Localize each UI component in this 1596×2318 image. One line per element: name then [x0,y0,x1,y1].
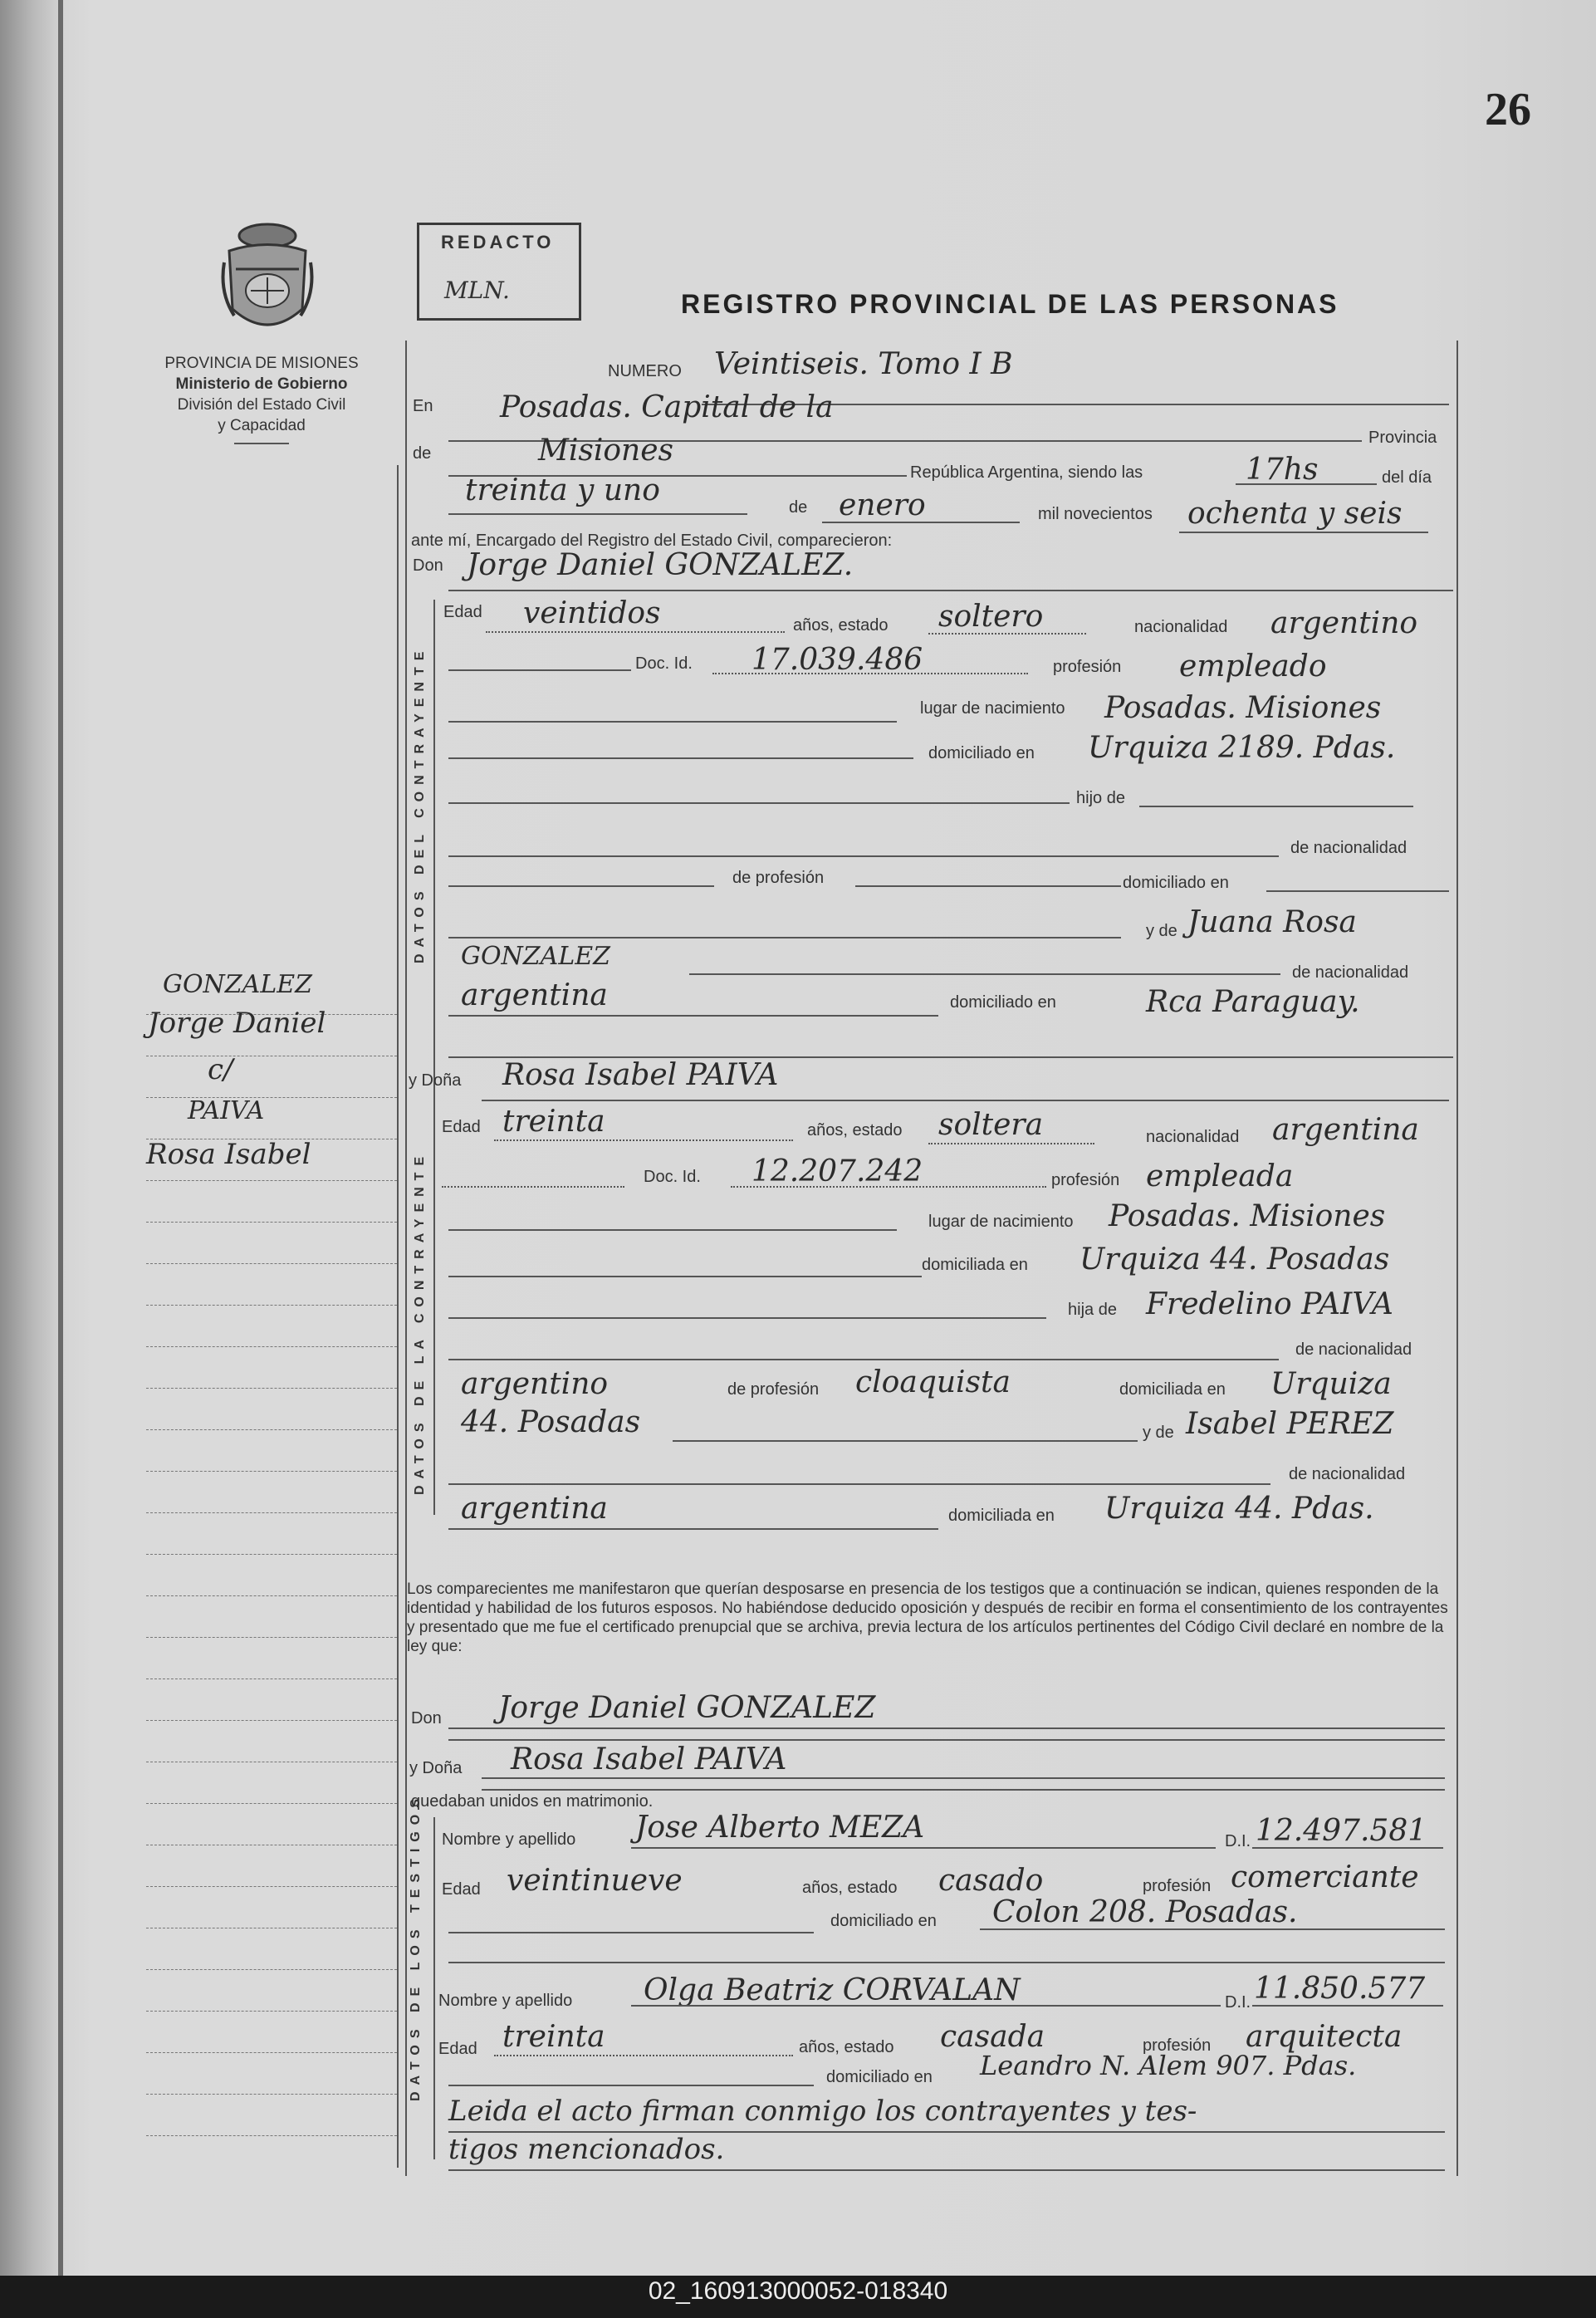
registry-title: REGISTRO PROVINCIAL DE LAS PERSONAS [681,289,1339,319]
bride-father: Fredelino PAIVA [1146,1287,1393,1321]
united-label: quedaban unidos en matrimonio. [411,1792,654,1811]
margin-ruling [146,2051,397,2053]
y-dona-label: y Doña [409,1071,462,1090]
margin-ruling [146,1719,397,1721]
witness1-profession: comerciante [1231,1860,1419,1894]
mother-nacionalidad-label: de nacionalidad [1292,963,1409,982]
mil-label: mil novecientos [1038,505,1153,523]
act-month: enero [839,488,926,522]
bride-mother-nationality: argentina [461,1492,608,1526]
margin-ruling [146,1885,397,1887]
rule [1236,483,1377,485]
rule [494,1139,793,1141]
profesion-label: profesión [1053,658,1122,676]
closing-line-2: tigos mencionados. [448,2133,725,2166]
bride-father-address: Urquiza [1270,1367,1392,1401]
ministry-heading [125,353,399,444]
hija-label: hija de [1068,1301,1117,1319]
stamp-label: REDACTO [441,232,555,252]
groom-mother-last: GONZALEZ [461,942,610,971]
declared-groom: Jorge Daniel GONZALEZ [498,1691,876,1725]
declaration-paragraph: Los comparecientes me manifestaron que querían desposarse en presencia de los testigos que a continuación se indican, quienes responden de la identidad y habilidad de los futuros esposos. No habiéndose deducido oposición y después de recibir en forma el consentimiento de los contrayentes y presentado que me fue el certificado prenupcial que se archiva, previa lectura de los artículos pertinentes del Código Civil declaré en nombre de la ley que: [407,1580,1448,1655]
bride-mother: Isabel PEREZ [1186,1407,1394,1441]
margin-versus: c/ [208,1053,233,1086]
rule [448,1962,1445,1963]
bride-address: Urquiza 44. Posadas [1080,1242,1390,1277]
w1-di-label: D.I. [1225,1832,1251,1850]
witness1-state: casado [938,1864,1044,1898]
groom-mother-address: Rca Paraguay. [1146,985,1360,1019]
mother-domiciliado-label: domiciliado en [950,993,1056,1012]
provincial-coat-of-arms-icon [218,218,317,341]
stamp-initials: MLN. [444,277,510,304]
margin-ruling [146,2134,397,2136]
rule [442,1186,624,1188]
groom-mother-first: Juana Rosa [1187,905,1357,939]
rule [980,1928,1445,1930]
domicilio-label: domiciliada en [922,1256,1028,1274]
rule [631,2005,1221,2007]
rule [448,937,1121,938]
margin-ruling [146,2093,397,2095]
rule [494,2055,793,2056]
act-day: treinta y uno [465,473,660,507]
act-year: ochenta y seis [1187,497,1403,531]
lugar-label: lugar de nacimiento [928,1213,1074,1231]
bride-birthplace: Posadas. Misiones [1109,1199,1386,1233]
rule [448,1932,814,1933]
rule [482,1100,1449,1101]
rule [482,1777,1445,1779]
bride-father-profession: cloaquista [855,1365,1011,1399]
bride-father-nationality: argentino [461,1367,609,1401]
bride-nationality: argentina [1272,1113,1419,1147]
de-label: de [413,444,432,463]
margin-ruling [146,1345,397,1347]
ministry-line: División del Estado Civil [177,396,346,414]
margin-ruling [146,1678,397,1679]
groom-address: Urquiza 2189. Pdas. [1088,731,1396,765]
rule [855,885,1121,887]
edad-label: Edad [443,603,482,621]
form-right-border [1456,341,1458,2176]
groom-state: soltero [938,600,1044,634]
w2-name-label: Nombre y apellido [438,1992,573,2010]
act-place: Posadas. Capital de la [500,390,834,424]
w1-name-label: Nombre y apellido [442,1830,576,1849]
domiciliado-en-label: domiciliado en [1123,874,1229,892]
groom-doc: 17.039.486 [751,643,923,677]
witness1-age: veintinueve [507,1864,683,1898]
rule [448,1739,1445,1741]
de-nacionalidad-label: de nacionalidad [1290,839,1408,857]
witness2-address: Leandro N. Alem 907. Pdas. [980,2050,1357,2081]
w1-domicilio-label: domiciliado en [830,1912,937,1930]
rule [448,1276,922,1277]
doc-label: Doc. Id. [635,654,693,673]
rule [822,522,1020,523]
rule [486,631,785,633]
bride-age: treinta [502,1105,605,1139]
rule [448,2169,1445,2171]
rule [448,1528,938,1530]
drafted-stamp [417,223,581,321]
rule [1266,890,1449,892]
witness1-address: Colon 208. Posadas. [992,1895,1298,1929]
witness1-name: Jose Alberto MEZA [635,1811,925,1845]
w2-domicilio-label: domiciliado en [826,2068,933,2086]
witness2-profession: arquitecta [1246,2020,1403,2054]
domicilio-label: domiciliado en [928,744,1035,762]
rule [448,1727,1445,1729]
groom-profession: empleado [1179,649,1327,684]
rule [731,1186,1046,1188]
margin-ruling [146,1179,397,1181]
act-hour: 17hs [1246,453,1319,487]
rule [448,1359,1279,1360]
rule [448,855,1279,857]
rule [448,721,897,723]
rule [448,1229,897,1231]
margin-ruling [146,1221,397,1223]
margin-ruling [146,1096,397,1098]
profesion-label: profesión [1051,1171,1120,1189]
margin-surname-groom: GONZALEZ [163,970,312,999]
margin-given-bride: Rosa Isabel [146,1138,311,1171]
ministry-line: Ministerio de Gobierno [175,375,348,393]
doc-label: Doc. Id. [644,1168,701,1186]
rule [448,885,714,887]
w1-edad-label: Edad [442,1880,481,1899]
mother-nacionalidad-label: de nacionalidad [1289,1465,1406,1483]
father-domiciliada-label: domiciliada en [1119,1380,1226,1399]
rule [448,2085,814,2086]
margin-ruling [146,1429,397,1430]
rule [712,673,1028,674]
rule [928,633,1086,635]
declared-bride: Rosa Isabel PAIVA [511,1742,787,1776]
witness2-state: casada [940,2020,1045,2054]
father-profesion-label: de profesión [727,1380,820,1399]
margin-surname-bride: PAIVA [188,1096,265,1125]
margin-given-groom: Jorge Daniel [148,1007,326,1040]
closing-line-1: Leida el acto firman conmigo los contrayentes y tes- [448,2095,1197,2128]
del-dia-label: del día [1382,468,1432,487]
margin-ruling [146,1844,397,1845]
w2-di-label: D.I. [1225,1993,1251,2012]
margin-ruling [146,1927,397,1928]
margin-ruling [146,1512,397,1513]
w1-profesion-label: profesión [1143,1877,1212,1895]
rule [448,1317,1046,1319]
de-month-label: de [789,498,808,517]
rule [1252,1847,1443,1849]
edad-label: Edad [442,1118,481,1136]
bride-doc: 12.207.242 [751,1154,923,1188]
y-de-label: y de [1143,1424,1174,1442]
rule [1139,806,1413,807]
witness2-name: Olga Beatriz CORVALAN [644,1973,1021,2007]
witness2-di: 11.850.577 [1254,1972,1426,2006]
ministry-line: PROVINCIA DE MISIONES [164,355,359,372]
bride-mother-address: Urquiza 44. Pdas. [1104,1492,1374,1526]
bride-profession: empleada [1146,1159,1294,1193]
margin-ruling [146,1387,397,1389]
de-profesion-label: de profesión [732,869,825,887]
rule [448,757,913,759]
margin-ruling [146,1761,397,1762]
margin-ruling [146,1262,397,1264]
margin-ruling [146,1968,397,1970]
rule [448,802,1070,804]
margin-ruling [146,2010,397,2012]
act-number: Veintiseis. Tomo I B [714,347,1013,381]
rule [448,1015,938,1017]
nacionalidad-label: nacionalidad [1146,1128,1240,1146]
bride-father-address-cont: 44. Posadas [461,1405,641,1439]
groom-mother-nationality: argentina [461,978,608,1012]
rule [448,513,747,515]
rule [482,1789,1445,1791]
rule [673,1440,1138,1442]
margin-ruling [146,1304,397,1306]
rule [689,973,1280,975]
anos-label: años, estado [807,1121,903,1139]
groom-age: veintidos [523,596,661,630]
don-label: Don [411,1709,442,1727]
margin-ruling [146,1636,397,1638]
margin-column [146,465,399,2168]
w2-anos-label: años, estado [799,2038,894,2056]
father-nacionalidad-label: de nacionalidad [1295,1340,1412,1359]
groom-nationality: argentino [1270,606,1418,640]
section-label-witnesses: DATOS DE LOS TESTIGOS [409,1792,423,2101]
rule [448,590,1453,591]
rule [631,1847,1216,1849]
w2-profesion-label: profesión [1143,2036,1212,2055]
hijo-label: hijo de [1076,789,1125,807]
rule [1179,532,1428,533]
bride-state: soltera [938,1108,1044,1142]
w2-edad-label: Edad [438,2040,477,2058]
republic-label: República Argentina, siendo las [910,463,1143,482]
anos-label: años, estado [793,616,889,635]
y-dona-label: y Doña [409,1759,463,1777]
ministry-line: y Capacidad [218,417,306,434]
section-label-bride: DATOS DE LA CONTRAYENTE [413,1149,427,1495]
groom-birthplace: Posadas. Misiones [1104,691,1382,725]
bride-name: Rosa Isabel PAIVA [502,1058,779,1092]
ante-label: ante mí, Encargado del Registro del Estado Civil, comparecieron: [411,532,893,550]
divider [234,443,289,444]
witness1-di: 12.497.581 [1256,1814,1427,1848]
nacionalidad-label: nacionalidad [1134,618,1228,636]
mother-domiciliada-label: domiciliada en [948,1507,1055,1525]
page-number: 26 [1485,84,1531,135]
groom-name: Jorge Daniel GONZALEZ. [467,548,854,582]
margin-ruling [146,1055,397,1056]
scan-identifier: 02_160913000052-018340 [648,2277,948,2305]
margin-ruling [146,1470,397,1472]
y-de-label: y de [1146,922,1177,940]
don-label: Don [413,556,443,575]
section-label-groom: DATOS DEL CONTRAYENTE [413,644,427,963]
parties-bracket [433,600,435,1515]
w1-anos-label: años, estado [802,1879,898,1897]
lugar-label: lugar de nacimiento [920,699,1065,718]
rule [448,669,631,671]
act-province: Misiones [538,434,674,468]
en-label: En [413,397,433,415]
provincia-label: Provincia [1368,429,1437,447]
witnesses-bracket [433,1817,435,2159]
margin-ruling [146,1802,397,1804]
margin-ruling [146,1595,397,1596]
rule [928,1143,1094,1144]
rule [1252,2005,1443,2007]
numero-label: NUMERO [608,362,682,380]
rule [448,1483,1270,1485]
witness2-age: treinta [502,2020,605,2054]
margin-ruling [146,1553,397,1555]
